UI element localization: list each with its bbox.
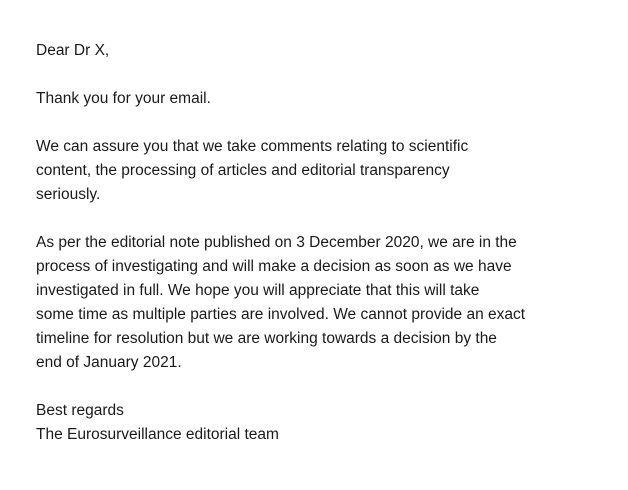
- paragraph-line: timeline for resolution but we are working towards a decision by the: [36, 330, 497, 347]
- paragraph-line: We can assure you that we take comments relating to scientific: [36, 138, 469, 155]
- investigation-paragraph: [36, 231, 596, 375]
- assurance-paragraph: [36, 135, 596, 207]
- signature-text: The Eurosurveillance editorial team: [36, 426, 279, 443]
- salutation-text: Dear Dr X,: [36, 42, 110, 59]
- thanks-text: Thank you for your email.: [36, 90, 211, 107]
- paragraph-line: end of January 2021.: [36, 354, 182, 371]
- email-body: [36, 39, 596, 447]
- paragraph-line: investigated in full. We hope you will appreciate that this will take: [36, 282, 480, 299]
- thanks-paragraph: [36, 87, 596, 111]
- paragraph-line: some time as multiple parties are involved. We cannot provide an exact: [36, 306, 526, 323]
- paragraph-line: seriously.: [36, 186, 101, 203]
- salutation: [36, 39, 596, 63]
- paragraph-line: content, the processing of articles and editorial transparency: [36, 162, 450, 179]
- closing-text: Best regards: [36, 402, 124, 419]
- sign-off: [36, 399, 596, 447]
- paragraph-line: process of investigating and will make a decision as soon as we have: [36, 258, 512, 275]
- paragraph-line: As per the editorial note published on 3 December 2020, we are in the: [36, 234, 517, 251]
